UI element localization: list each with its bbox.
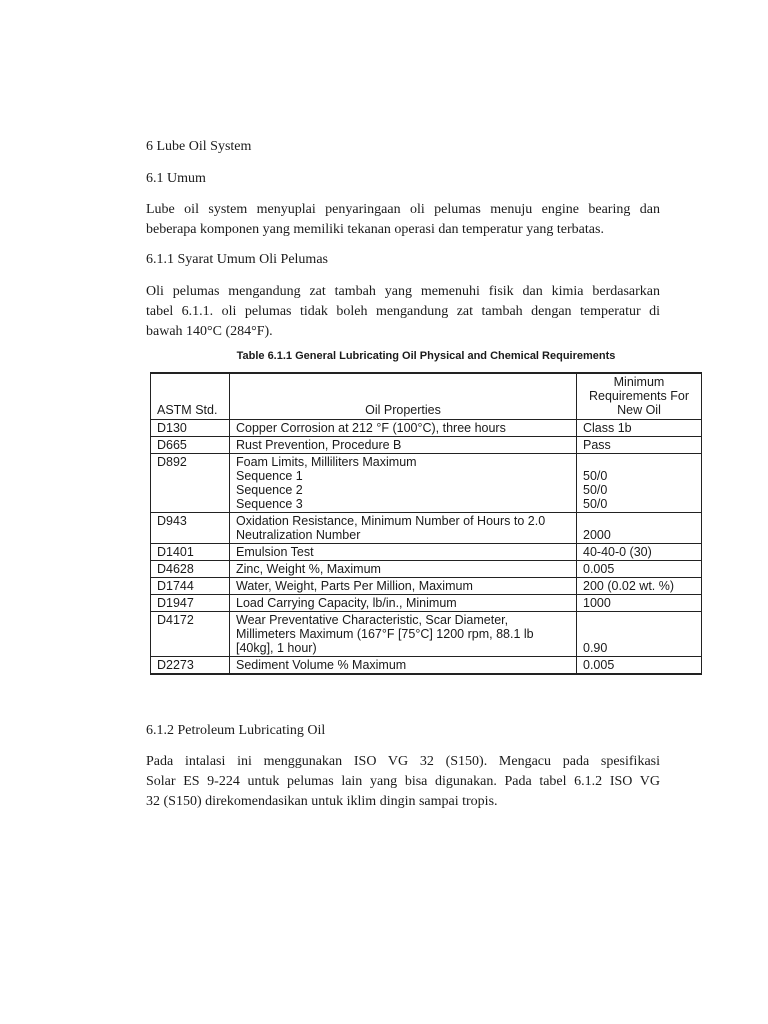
- table-row: [151, 612, 702, 657]
- cell-line: 0.90: [583, 641, 608, 655]
- table-row: [151, 595, 702, 612]
- cell-line: Foam Limits, Milliliters Maximum: [236, 455, 417, 469]
- header-minimum-requirements: [577, 373, 702, 420]
- header-line: Requirements For: [588, 389, 690, 403]
- paragraph-line: bawah 140°C (284°F).: [146, 324, 273, 339]
- cell-line: Oxidation Resistance, Minimum Number of Hours to 2.0: [236, 514, 546, 528]
- cell-requirement: [577, 595, 702, 612]
- cell-line: 200 (0.02 wt. %): [583, 579, 675, 593]
- cell-line: Sequence 2: [236, 483, 303, 497]
- cell-line: Sequence 1: [236, 469, 303, 483]
- cell-line: Copper Corrosion at 212 °F (100°C), three hours: [236, 421, 506, 435]
- cell-line: [40kg], 1 hour): [236, 641, 317, 655]
- cell-line: Neutralization Number: [236, 528, 361, 542]
- table-row: [151, 420, 702, 437]
- cell-line: 2000: [583, 528, 611, 542]
- table-row: [151, 578, 702, 595]
- cell-oil-property: [230, 595, 577, 612]
- paragraph-line: tabel 6.1.1. oli pelumas tidak boleh mengandung zat tambah dengan temperatur di: [146, 304, 660, 319]
- cell-astm-std: D665: [151, 437, 230, 454]
- cell-line: [583, 455, 695, 469]
- header-line: Minimum: [613, 375, 665, 389]
- cell-astm-std: D2273: [151, 657, 230, 675]
- table-row: [151, 561, 702, 578]
- cell-requirement: [577, 437, 702, 454]
- section-heading-petroleum: 6.1.2 Petroleum Lubricating Oil: [146, 723, 326, 738]
- cell-line: Sediment Volume % Maximum: [236, 658, 407, 672]
- requirements-table: [150, 372, 702, 675]
- cell-requirement: [577, 561, 702, 578]
- paragraph-line: 32 (S150) direkomendasikan untuk iklim dingin sampai tropis.: [146, 794, 498, 809]
- header-astm-std: ASTM Std.: [151, 373, 230, 420]
- cell-oil-property: [230, 561, 577, 578]
- cell-line: Load Carrying Capacity, lb/in., Minimum: [236, 596, 457, 610]
- table-title: Table 6.1.1 General Lubricating Oil Physical and Chemical Requirements: [236, 350, 616, 362]
- header-oil-properties: Oil Properties: [230, 373, 577, 420]
- cell-oil-property: [230, 578, 577, 595]
- paragraph-line: Lube oil system menyuplai penyaringaan oli pelumas menuju engine bearing dan: [146, 202, 660, 217]
- cell-requirement: [577, 513, 702, 544]
- paragraph-line: Pada intalasi ini menggunakan ISO VG 32 (S150). Mengacu pada spesifikasi: [146, 754, 660, 769]
- cell-line: Water, Weight, Parts Per Million, Maximum: [236, 579, 473, 593]
- cell-astm-std: D130: [151, 420, 230, 437]
- cell-requirement: [577, 420, 702, 437]
- cell-line: [583, 627, 695, 641]
- cell-astm-std: D892: [151, 454, 230, 513]
- cell-line: Sequence 3: [236, 497, 303, 511]
- cell-line: 0.005: [583, 658, 615, 672]
- paragraph-umum: [146, 200, 660, 240]
- cell-line: [583, 514, 695, 528]
- header-line: New Oil: [617, 403, 661, 417]
- cell-requirement: [577, 544, 702, 561]
- cell-line: Wear Preventative Characteristic, Scar Diameter,: [236, 613, 509, 627]
- section-heading-lube-oil-system: 6 Lube Oil System: [146, 139, 252, 154]
- cell-astm-std: D1401: [151, 544, 230, 561]
- table-row: [151, 657, 702, 675]
- paragraph-line: beberapa komponen yang memiliki tekanan operasi dan temperatur yang terbatas.: [146, 222, 604, 237]
- table-row: [151, 544, 702, 561]
- cell-line: 50/0: [583, 497, 608, 511]
- cell-line: 1000: [583, 596, 611, 610]
- cell-line: Emulsion Test: [236, 545, 314, 559]
- cell-oil-property: [230, 657, 577, 675]
- cell-line: Pass: [583, 438, 611, 452]
- cell-astm-std: D1744: [151, 578, 230, 595]
- table-header-row: [151, 373, 702, 420]
- cell-line: Millimeters Maximum (167°F [75°C] 1200 rpm, 88.1 lb: [236, 627, 534, 641]
- cell-requirement: [577, 657, 702, 675]
- cell-requirement: [577, 612, 702, 657]
- section-heading-umum: 6.1 Umum: [146, 171, 206, 186]
- paragraph-syarat-umum: [146, 282, 660, 342]
- cell-oil-property: [230, 454, 577, 513]
- cell-oil-property: [230, 420, 577, 437]
- cell-line: Class 1b: [583, 421, 632, 435]
- cell-line: 40-40-0 (30): [583, 545, 652, 559]
- cell-requirement: [577, 454, 702, 513]
- cell-oil-property: [230, 612, 577, 657]
- table-row: [151, 454, 702, 513]
- cell-line: Zinc, Weight %, Maximum: [236, 562, 381, 576]
- cell-line: [583, 613, 695, 627]
- cell-astm-std: D1947: [151, 595, 230, 612]
- cell-astm-std: D943: [151, 513, 230, 544]
- table-row: [151, 437, 702, 454]
- cell-line: Rust Prevention, Procedure B: [236, 438, 402, 452]
- cell-astm-std: D4628: [151, 561, 230, 578]
- paragraph-line: Oli pelumas mengandung zat tambah yang memenuhi fisik dan kimia berdasarkan: [146, 284, 660, 299]
- table-row: [151, 513, 702, 544]
- cell-line: 50/0: [583, 469, 608, 483]
- cell-oil-property: [230, 544, 577, 561]
- cell-requirement: [577, 578, 702, 595]
- table-body: [151, 420, 702, 675]
- cell-oil-property: [230, 437, 577, 454]
- paragraph-line: Solar ES 9-224 untuk pelumas lain yang bisa digunakan. Pada tabel 6.1.2 ISO VG: [146, 774, 660, 789]
- cell-astm-std: D4172: [151, 612, 230, 657]
- paragraph-petroleum: [146, 752, 660, 812]
- cell-line: 50/0: [583, 483, 608, 497]
- cell-oil-property: [230, 513, 577, 544]
- section-heading-syarat-umum: 6.1.1 Syarat Umum Oli Pelumas: [146, 252, 328, 267]
- cell-line: 0.005: [583, 562, 615, 576]
